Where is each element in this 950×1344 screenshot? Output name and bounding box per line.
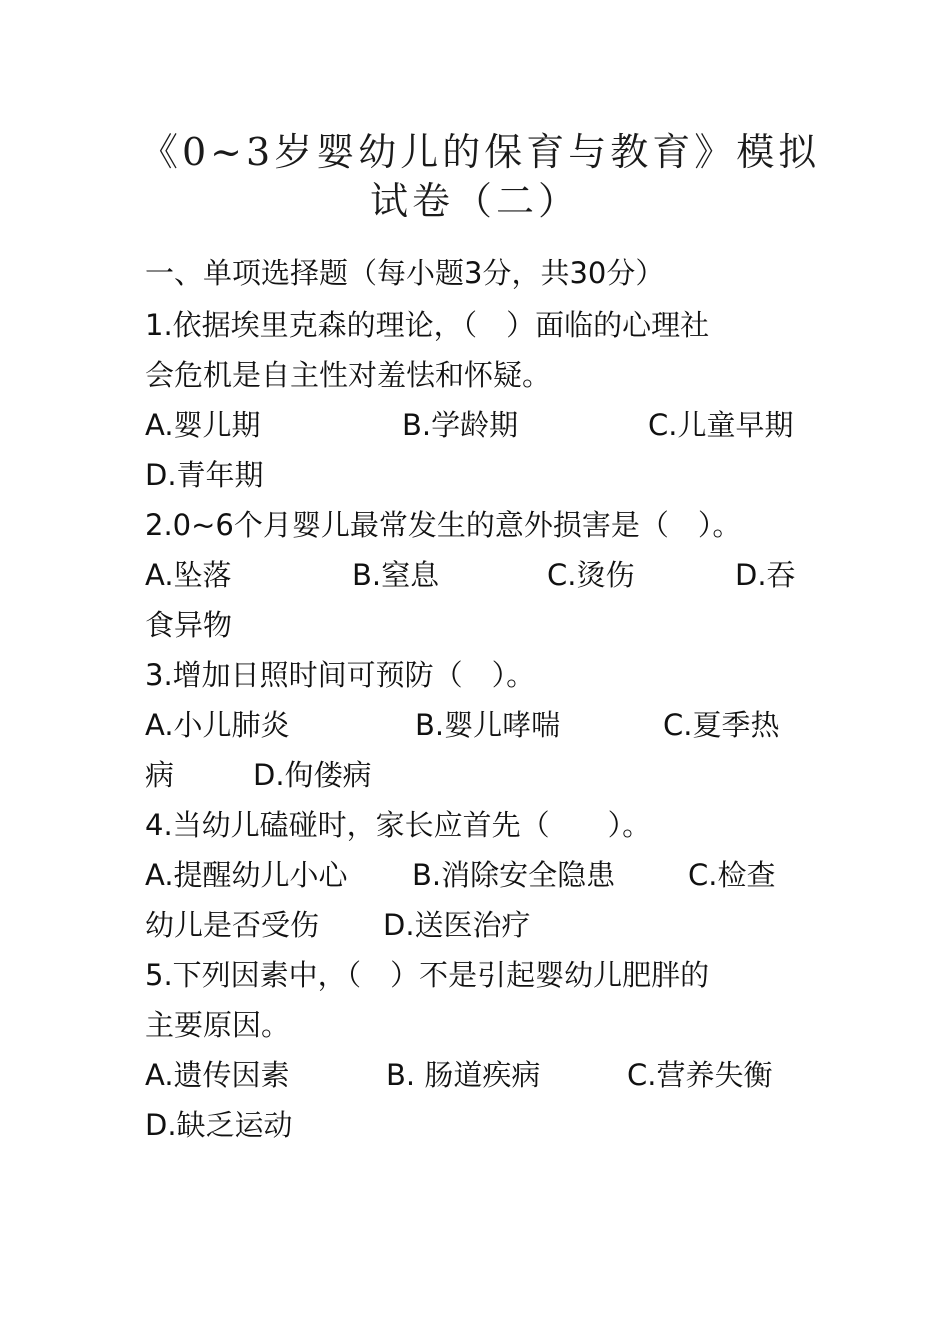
question-4-stem: 4.当幼儿磕碰时，家长应首先（ ）。 xyxy=(145,808,652,842)
section-heading: 一、单项选择题（每小题3分，共30分） xyxy=(145,256,665,290)
question-2-option-d-continued: 食异物 xyxy=(145,608,233,642)
question-2-option-a: A.坠落 xyxy=(145,558,232,592)
question-5-stem-line-1: 5.下列因素中，（ ）不是引起婴幼儿肥胖的 xyxy=(145,958,710,992)
question-1-option-d: D.青年期 xyxy=(145,458,264,492)
exam-title-line-2: 试卷（二） xyxy=(369,179,580,223)
question-5-option-b: B. 肠道疾病 xyxy=(386,1058,541,1092)
question-1-stem-line-1: 1.依据埃里克森的理论，（ ）面临的心理社 xyxy=(145,308,710,342)
question-1-option-c: C.儿童早期 xyxy=(648,408,794,442)
question-3-option-c: C.夏季热 xyxy=(663,708,780,742)
question-3-option-c-continued: 病 xyxy=(145,758,175,792)
question-5-stem-line-2: 主要原因。 xyxy=(145,1008,291,1042)
question-4-option-a: A.提醒幼儿小心 xyxy=(145,858,348,892)
exam-title-line-1: 《0~3岁婴幼儿的保育与教育》模拟 xyxy=(140,130,821,174)
question-4-option-b: B.消除安全隐患 xyxy=(412,858,616,892)
question-4-option-c-continued: 幼儿是否受伤 xyxy=(145,908,320,942)
question-4-option-d: D.送医治疗 xyxy=(383,908,531,942)
question-2-option-b: B.窒息 xyxy=(352,558,440,592)
question-5-option-d: D.缺乏运动 xyxy=(145,1108,293,1142)
question-2-option-d: D.吞 xyxy=(735,558,796,592)
question-3-stem: 3.增加日照时间可预防（ ）。 xyxy=(145,658,536,692)
question-5-option-a: A.遗传因素 xyxy=(145,1058,290,1092)
question-3-option-d: D.佝偻病 xyxy=(253,758,372,792)
question-5-option-c: C.营养失衡 xyxy=(627,1058,773,1092)
question-2-option-c: C.烫伤 xyxy=(547,558,635,592)
question-2-stem: 2.0~6个月婴儿最常发生的意外损害是（ ）。 xyxy=(145,508,742,542)
question-1-stem-line-2: 会危机是自主性对羞怯和怀疑。 xyxy=(145,358,552,392)
question-3-option-a: A.小儿肺炎 xyxy=(145,708,290,742)
question-4-option-c: C.检查 xyxy=(688,858,776,892)
question-1-option-b: B.学龄期 xyxy=(402,408,519,442)
question-1-option-a: A.婴儿期 xyxy=(145,408,261,442)
question-3-option-b: B.婴儿哮喘 xyxy=(415,708,561,742)
